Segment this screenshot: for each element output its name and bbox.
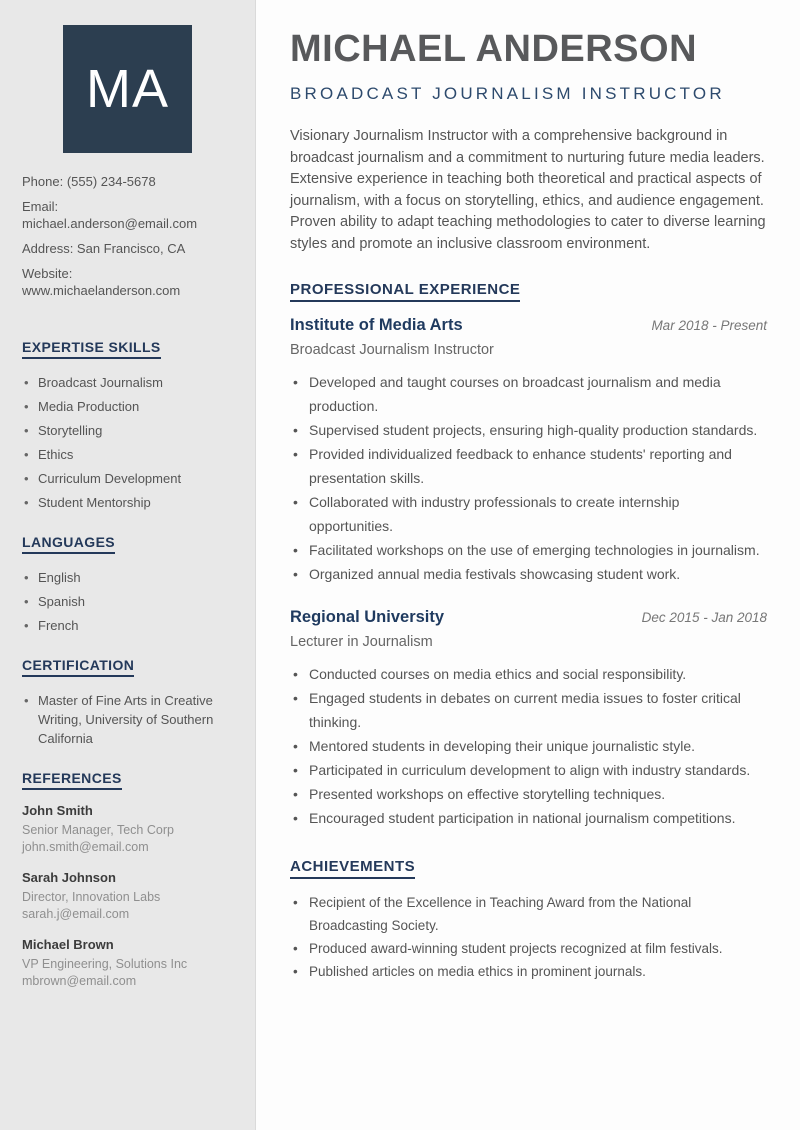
contact-website: Website: www.michaelanderson.com xyxy=(22,266,181,298)
reference-email: mbrown@email.com xyxy=(22,974,137,988)
section-professional-experience xyxy=(290,281,767,830)
job-bullet: • Collaborated with industry professionals to create internship opportunities. xyxy=(290,490,767,538)
contact-address: Address: San Francisco, CA xyxy=(22,241,186,256)
reference-entry xyxy=(22,869,233,923)
certification-title: CERTIFICATION xyxy=(22,657,134,677)
candidate-name: MICHAEL ANDERSON xyxy=(290,28,698,70)
job-bullet: • Engaged students in debates on current media issues to foster critical thinking. xyxy=(290,686,767,734)
job-role: Lecturer in Journalism xyxy=(290,634,433,650)
job-bullets xyxy=(290,370,767,586)
job-bullet: • Conducted courses on media ethics and social responsibility. xyxy=(290,662,767,686)
company-name: Institute of Media Arts xyxy=(290,316,463,334)
reference-role: VP Engineering, Solutions Inc xyxy=(22,957,188,971)
contact-phone: Phone: (555) 234-5678 xyxy=(22,174,156,189)
job-bullet: • Facilitated workshops on the use of emerging technologies in journalism. xyxy=(290,538,767,562)
section-certification xyxy=(22,657,233,748)
reference-name: Sarah Johnson xyxy=(22,870,116,885)
job-bullet: • Mentored students in developing their unique journalistic style. xyxy=(290,734,767,758)
job-entry xyxy=(290,316,767,586)
languages-list xyxy=(22,568,233,635)
achievements-list xyxy=(290,891,767,983)
certification-list xyxy=(22,691,233,748)
contact-info xyxy=(22,173,233,299)
achievements-title: ACHIEVEMENTS xyxy=(290,858,415,879)
professional-experience-title: PROFESSIONAL EXPERIENCE xyxy=(290,281,520,302)
section-expertise-skills xyxy=(22,339,233,512)
languages-title: LANGUAGES xyxy=(22,534,115,554)
skill-item: • Media Production xyxy=(22,397,233,416)
job-header xyxy=(290,608,767,627)
language-item: • Spanish xyxy=(22,592,233,611)
reference-email: john.smith@email.com xyxy=(22,840,149,854)
skill-item: • Curriculum Development xyxy=(22,469,233,488)
job-bullet: • Presented workshops on effective storytelling techniques. xyxy=(290,782,767,806)
job-bullets xyxy=(290,662,767,830)
summary-paragraph: Visionary Journalism Instructor with a comprehensive background in broadcast journalism and a commitment to nurturing future media leaders. Extensive experience in teaching both theoretical and practical aspects of journalism, with a focus on storytelling, ethics, and audience engagement. Proven ability to adapt teaching methodologies to cater to diverse learning styles and promote an inclusive classroom environment. xyxy=(290,128,766,252)
reference-entry xyxy=(22,802,233,856)
language-item: • French xyxy=(22,616,233,635)
job-role: Broadcast Journalism Instructor xyxy=(290,342,494,358)
skills-list xyxy=(22,373,233,512)
job-header xyxy=(290,316,767,335)
language-item: • English xyxy=(22,568,233,587)
job-bullet: • Provided individualized feedback to enhance students' reporting and presentation skills. xyxy=(290,442,767,490)
skill-item: • Ethics xyxy=(22,445,233,464)
candidate-title: BROADCAST JOURNALISM INSTRUCTOR xyxy=(290,84,725,103)
reference-name: Michael Brown xyxy=(22,937,114,952)
expertise-skills-title: EXPERTISE SKILLS xyxy=(22,339,161,359)
reference-name: John Smith xyxy=(22,803,93,818)
avatar: MA xyxy=(63,25,192,153)
company-name: Regional University xyxy=(290,608,445,626)
job-dates: Mar 2018 - Present xyxy=(651,318,767,333)
achievement-item: • Recipient of the Excellence in Teaching Award from the National Broadcasting Society. xyxy=(290,891,767,937)
section-references xyxy=(22,770,233,990)
reference-role: Director, Innovation Labs xyxy=(22,890,161,904)
job-entry xyxy=(290,608,767,830)
job-bullet: • Organized annual media festivals showcasing student work. xyxy=(290,562,767,586)
job-bullet: • Developed and taught courses on broadcast journalism and media production. xyxy=(290,370,767,418)
reference-role: Senior Manager, Tech Corp xyxy=(22,823,174,837)
references-list xyxy=(22,802,233,990)
skill-item: • Storytelling xyxy=(22,421,233,440)
main-content xyxy=(256,0,800,1130)
achievement-item: • Produced award-winning student projects recognized at film festivals. xyxy=(290,937,767,960)
contact-email: Email: michael.anderson@email.com xyxy=(22,199,198,231)
job-dates: Dec 2015 - Jan 2018 xyxy=(641,610,767,625)
job-bullet: • Participated in curriculum development to align with industry standards. xyxy=(290,758,767,782)
reference-entry xyxy=(22,936,233,990)
job-bullet: • Encouraged student participation in national journalism competitions. xyxy=(290,806,767,830)
reference-email: sarah.j@email.com xyxy=(22,907,130,921)
job-bullet: • Supervised student projects, ensuring high-quality production standards. xyxy=(290,418,767,442)
skill-item: • Broadcast Journalism xyxy=(22,373,233,392)
sidebar xyxy=(0,0,256,1130)
section-languages xyxy=(22,534,233,635)
skill-item: • Student Mentorship xyxy=(22,493,233,512)
certification-item: • Master of Fine Arts in Creative Writing, University of Southern California xyxy=(22,691,233,748)
achievement-item: • Published articles on media ethics in prominent journals. xyxy=(290,960,767,983)
section-achievements xyxy=(290,858,767,983)
references-title: REFERENCES xyxy=(22,770,122,790)
